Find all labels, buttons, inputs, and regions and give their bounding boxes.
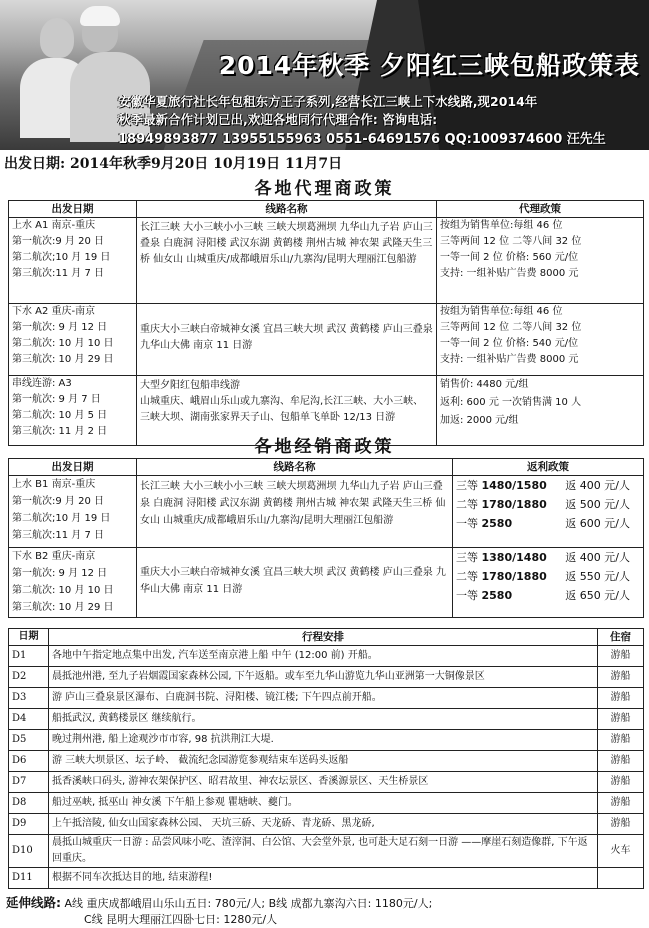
intro-line: 安徽华夏旅行社长年包租东方王子系列,经营长江三峡上下水线路,现2014年 — [118, 94, 538, 109]
stay-cell: 游船 — [598, 814, 644, 835]
stay-cell: 火车 — [598, 835, 644, 868]
section-title: 各地代理商政策 — [254, 179, 395, 199]
route-cell: 长江三峡 大小三峡小小三峡 三峡大坝葛洲坝 九华山九子岩 庐山三叠泉 白鹿洞 浔阳楼 武汉东湖 黄鹤楼 荆州古城 神农架 武隆天生三桥 仙女山 山城重庆/成都峨眉乐山/九寨沟/昆明大理丽江包船游 — [137, 218, 437, 304]
date-cell: 下水 B2 重庆-南京 第一航次: 9 月 12 日 第二航次: 10 月 10 日 第三航次: 10 月 29 日 — [9, 548, 137, 618]
day-cell: D8 — [9, 793, 49, 814]
table-row — [9, 218, 644, 304]
stay-cell: 游船 — [598, 772, 644, 793]
extension-line: A线 重庆成都峨眉山乐山五日: 780元/人; B线 成都九寨沟六日: 1180元/人; — [64, 897, 433, 910]
agent-policy-table — [8, 200, 644, 446]
day-cell: D11 — [9, 868, 49, 889]
page-title: 2014年秋季 夕阳红三峡包船政策表 — [218, 51, 640, 80]
column-header: 出发日期 — [9, 459, 137, 476]
policy-cell: 按组为销售单位:每组 46 位 三等两间 12 位 二等八间 32 位 一等一间 2 位 价格: 560 元/位 支持: 一组补贴广告费 8000 元 — [437, 218, 644, 304]
route-cell: 重庆大小三峡白帝城神女溪 宜昌三峡大坝 武汉 黄鹤楼 庐山三叠泉 九华山大佛 南京 11 日游 — [137, 304, 437, 376]
day-cell: D1 — [9, 646, 49, 667]
route-cell: 大型夕阳红包船串线游 山城重庆、峨眉山乐山或九寨沟、牟尼沟,长江三峡、大小三峡、三峡大坝、湖南张家界天子山、包船单飞单卧 12/13 日游 — [137, 376, 437, 446]
plan-cell: 各地中午指定地点集中出发, 汽车送至南京港上船 中午 (12:00 前) 开船。 — [49, 646, 598, 667]
route-cell: 长江三峡 大小三峡小小三峡 三峡大坝葛洲坝 九华山九子岩 庐山三叠泉 白鹿洞 浔阳楼 武汉东湖 黄鹤楼 荆州古城 神农架 武隆天生三桥 仙女山 山城重庆/成都峨眉乐山/九寨沟/昆明大理丽江包船游 — [137, 476, 453, 548]
column-header: 线路名称 — [137, 459, 453, 476]
column-header: 代理政策 — [437, 201, 644, 218]
person-figure — [80, 6, 120, 26]
dealer-policy-table — [8, 458, 644, 618]
intro-line: 秋季最新合作计划已出,欢迎各地同行代理合作: 咨询电话: — [118, 112, 438, 127]
table-row — [9, 835, 644, 868]
extension-label: 延伸线路: — [6, 895, 61, 910]
date-cell: 串线连游: A3 第一航次: 9 月 7 日 第二航次: 10 月 5 日 第三航次: 11 月 2 日 — [9, 376, 137, 446]
plan-cell: 晨抵山城重庆一日游 : 品尝风味小吃、渣滓洞、白公馆、大会堂外景, 也可赴大足石刻一日游 ——摩崖石刻造像群, 下午返回重庆。 — [49, 835, 598, 868]
table-header-row — [9, 629, 644, 646]
day-cell: D9 — [9, 814, 49, 835]
table-row — [9, 476, 644, 548]
table-row — [9, 751, 644, 772]
table-row — [9, 548, 644, 618]
rebate-line: 三等 1380/1480 返 400 元/人 — [456, 551, 630, 564]
table-row — [9, 709, 644, 730]
plan-cell: 抵香溪峡口码头, 游神农架保护区、昭君故里、神农坛景区、香溪源景区、天生桥景区 — [49, 772, 598, 793]
date-cell: 上水 A1 南京-重庆 第一航次:9 月 20 日 第二航次;10 月 19 日 第三航次:11 月 7 日 — [9, 218, 137, 304]
policy-cell: 按组为销售单位:每组 46 位 三等两间 12 位 二等八间 32 位 一等一间 2 位 价格: 540 元/位 支持: 一组补贴广告费 8000 元 — [437, 304, 644, 376]
plan-cell: 晚过荆州港, 船上途观沙市市容, 98 抗洪荆江大堤. — [49, 730, 598, 751]
plan-cell: 游 三峡大坝景区、坛子岭、 截流纪念园游览参观结束车送码头返船 — [49, 751, 598, 772]
person-figure — [40, 18, 74, 58]
rebate-cell — [453, 476, 644, 548]
rebate-line: 三等 1480/1580 返 400 元/人 — [456, 479, 630, 492]
stay-cell: 游船 — [598, 793, 644, 814]
plan-cell: 上午抵涪陵, 仙女山国家森林公园、 天坑三硚、天龙硚、青龙硚、黑龙硚, — [49, 814, 598, 835]
day-cell: D10 — [9, 835, 49, 868]
policy-cell: 销售价: 4480 元/组 返利: 600 元 一次销售满 10 人 加返: 2000 元/组 — [437, 376, 644, 446]
stay-cell: 游船 — [598, 646, 644, 667]
table-row — [9, 646, 644, 667]
header-banner — [0, 0, 649, 150]
rebate-line: 一等 2580 返 600 元/人 — [456, 517, 630, 530]
plan-cell: 船过巫峡, 抵巫山 神女溪 下午船上参观 瞿塘峡、夔门。 — [49, 793, 598, 814]
table-row — [9, 868, 644, 889]
route-cell: 重庆大小三峡白帝城神女溪 宜昌三峡大坝 武汉 黄鹤楼 庐山三叠泉 九华山大佛 南京 11 日游 — [137, 548, 453, 618]
contact-line: 18949893877 13955155963 0551-64691576 QQ:1009374600 汪先生 — [118, 132, 606, 147]
stay-cell: 游船 — [598, 730, 644, 751]
plan-cell: 船抵武汉, 黄鹤楼景区 继续航行。 — [49, 709, 598, 730]
table-row — [9, 793, 644, 814]
plan-cell: 晨抵池州港, 至九子岩烟霞国家森林公园, 下午返船。或车至九华山游览九华山亚洲第一大铜像景区 — [49, 667, 598, 688]
rebate-line: 二等 1780/1880 返 500 元/人 — [456, 498, 630, 511]
table-header-row — [9, 201, 644, 218]
plan-cell: 根据不同车次抵达目的地, 结束游程! — [49, 868, 598, 889]
table-row — [9, 772, 644, 793]
date-cell: 下水 A2 重庆-南京 第一航次: 9 月 12 日 第二航次: 10 月 10 日 第三航次: 10 月 29 日 — [9, 304, 137, 376]
table-row — [9, 304, 644, 376]
rebate-cell — [453, 548, 644, 618]
table-header-row — [9, 459, 644, 476]
day-cell: D5 — [9, 730, 49, 751]
stay-cell: 游船 — [598, 709, 644, 730]
table-row — [9, 814, 644, 835]
column-header: 出发日期 — [9, 201, 137, 218]
extension-line: C线 昆明大理丽江四卧七日: 1280元/人 — [84, 913, 278, 926]
plan-cell: 游 庐山三叠泉景区瀑布、白鹿洞书院、浔阳楼、镜江楼; 下午四点前开船。 — [49, 688, 598, 709]
day-cell: D7 — [9, 772, 49, 793]
rebate-line: 一等 2580 返 650 元/人 — [456, 589, 630, 602]
day-cell: D6 — [9, 751, 49, 772]
column-header: 返利政策 — [453, 459, 644, 476]
rebate-line: 二等 1780/1880 返 550 元/人 — [456, 570, 630, 583]
column-header: 行程安排 — [49, 629, 598, 646]
stay-cell: 游船 — [598, 688, 644, 709]
stay-cell: 游船 — [598, 751, 644, 772]
stay-cell — [598, 868, 644, 889]
day-cell: D4 — [9, 709, 49, 730]
itinerary-table — [8, 628, 644, 889]
table-row — [9, 730, 644, 751]
date-cell: 上水 B1 南京-重庆 第一航次:9 月 20 日 第二航次;10 月 19 日 第三航次:11 月 7 日 — [9, 476, 137, 548]
departure-dates: 出发日期: 2014年秋季9月20日 10月19日 11月7日 — [4, 156, 343, 172]
stay-cell: 游船 — [598, 667, 644, 688]
table-row — [9, 667, 644, 688]
day-cell: D3 — [9, 688, 49, 709]
column-header: 线路名称 — [137, 201, 437, 218]
day-cell: D2 — [9, 667, 49, 688]
section-title: 各地经销商政策 — [254, 437, 395, 457]
table-row — [9, 688, 644, 709]
column-header: 日期 — [9, 629, 49, 646]
extension-routes — [6, 895, 432, 912]
column-header: 住宿 — [598, 629, 644, 646]
